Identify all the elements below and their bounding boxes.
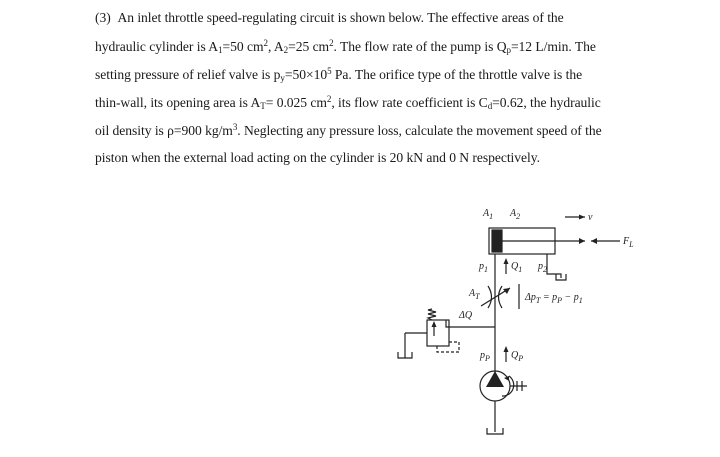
problem-text: [0, 0, 720, 185]
label-a2: $A_2$: [510, 208, 521, 221]
hydraulic-circuit-diagram: [385, 196, 650, 451]
label-pp: $p_P$: [480, 350, 490, 363]
text-run: Pa. The orifice type of the throttle valve is the: [331, 67, 583, 82]
label-qp: $Q_P$: [511, 350, 524, 363]
problem-number: (3): [95, 10, 111, 25]
label-p1: $p_1$: [479, 261, 488, 274]
text-run: thin-wall, its opening area is A: [95, 95, 261, 110]
label-fl: $F_L$: [623, 236, 634, 249]
pilot-line: [437, 342, 459, 352]
text-sub: 1: [218, 45, 223, 55]
text-run: hydraulic cylinder is A: [95, 39, 219, 54]
text-run: =50×10: [284, 67, 328, 82]
text-run: setting pressure of relief valve is p: [95, 67, 281, 82]
problem-line-5: [95, 122, 602, 139]
problem-line-4: [95, 94, 601, 111]
text-run: , A: [267, 39, 284, 54]
arrowhead: [591, 238, 597, 244]
text-run: = 0.025 cm: [265, 95, 327, 110]
relief-spring: [428, 309, 436, 320]
pump-triangle: [486, 371, 504, 387]
text-run: =50 cm: [222, 39, 264, 54]
arrowhead: [432, 321, 437, 327]
label-a1: $A_1$: [483, 208, 494, 221]
text-sub: T: [260, 101, 266, 111]
arrowhead: [504, 258, 509, 264]
problem-line-6: piston when the external load acting on the cylinder is 20 kN and 0 N respectively.: [95, 150, 540, 165]
problem-line-1: [95, 10, 564, 26]
text-sub: p: [506, 45, 511, 55]
label-p2: $p_2$: [538, 261, 547, 274]
text-run: . The flow rate of the pump is Q: [333, 39, 507, 54]
text-sup: 5: [327, 66, 332, 76]
problem-line-3: [95, 66, 582, 83]
text-sup: 2: [329, 38, 334, 48]
text-run: =25 cm: [288, 39, 330, 54]
label-v: v: [588, 212, 593, 223]
arrowhead: [504, 346, 509, 352]
text-run: =12 L/min. The: [510, 39, 596, 54]
problem-line-2: [95, 38, 596, 55]
label-at: $A_T$: [469, 288, 480, 301]
text-run: . Neglecting any pressure loss, calculate the movement speed of the: [237, 123, 602, 138]
piston: [492, 230, 502, 252]
text-sup: 3: [232, 122, 238, 132]
return-line: [547, 254, 561, 278]
text-sub: d: [487, 101, 493, 111]
text-run: , its flow rate coefficient is C: [331, 95, 488, 110]
throttle-valve: [488, 286, 492, 308]
arrowhead: [579, 238, 585, 244]
label-dp-equation: $\Delta p_T = p_P - p_1$: [525, 292, 583, 305]
label-q1: $Q_1$: [511, 261, 523, 274]
text-sup: 2: [263, 38, 268, 48]
arrowhead: [579, 215, 585, 220]
text-run: An inlet throttle speed-regulating circuit is shown below. The effective areas of the: [117, 10, 564, 25]
label-dq: ΔQ: [459, 310, 473, 321]
text-run: =0.62, the hydraulic: [492, 95, 601, 110]
text-sub: 2: [283, 45, 289, 55]
relief-branch-line: [446, 320, 495, 327]
text-sup: 2: [326, 94, 332, 104]
text-run: oil density is ρ=900 kg/m: [95, 123, 233, 138]
text-sub: y: [280, 73, 285, 83]
